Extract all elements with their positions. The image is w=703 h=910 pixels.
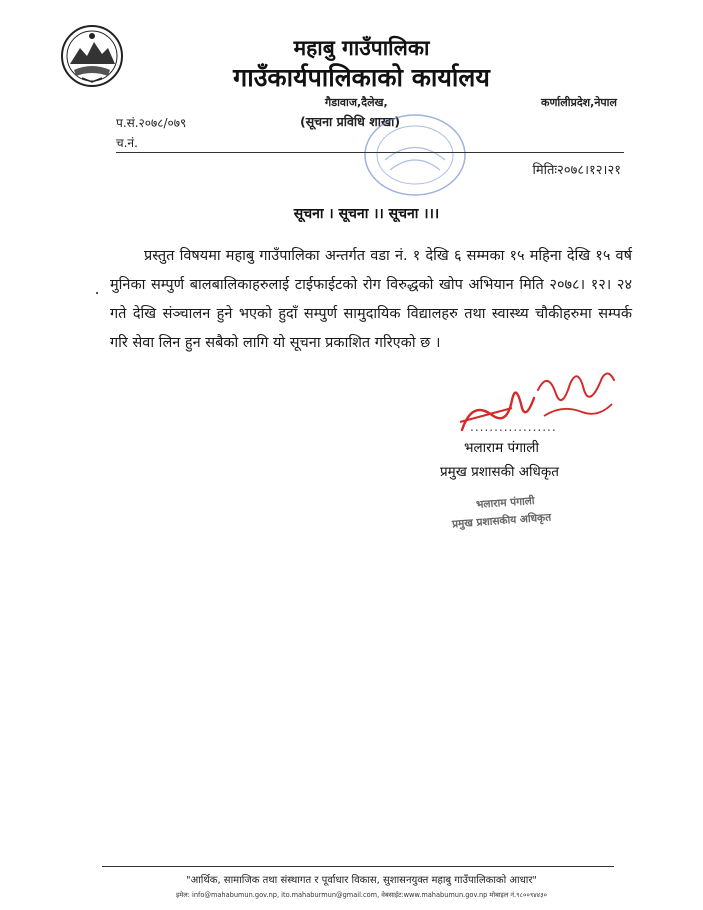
footer-contact: इमेल: info@mahabumun.gov.np, ito.mahaburmun@gmail.com, वेबसाईट:www.mahabumun.gov.np मोबाइल नं.९८००९४४३० (176, 891, 547, 899)
letter-reference-number: प.सं.२०७८/०७९ (116, 116, 187, 130)
dispatch-number: च.नं. (116, 136, 138, 150)
branch-name: (सूचना प्रविधि शाखा) (300, 114, 401, 129)
signatory-title: प्रमुख प्रशासकी अधिकृत (440, 464, 559, 480)
office-address: गैडावाज,दैलेख, (325, 96, 388, 109)
footer-motto: "आर्थिक, सामाजिक तथा संस्थागत र पूर्वाधार विकास, सुशासनयुक्त महाबु गाउँपालिकाको आधार" (185, 875, 538, 886)
signature-line: .................. (470, 420, 557, 434)
signatory-name: भलाराम पंगाली (464, 440, 539, 456)
handwritten-signature-icon (452, 360, 622, 450)
office-stamp-icon (360, 110, 470, 200)
seal-title: प्रमुख प्रशासकीय अधिकृत (451, 511, 552, 531)
scan-mark (96, 292, 98, 294)
header-divider (116, 152, 624, 153)
office-name: गाउँकार्यपालिकाको कार्यालय (233, 63, 490, 92)
seal-name: भलाराम पंगाली (475, 494, 535, 512)
notice-heading: सूचना । सूचना ।। सूचना ।।। (293, 206, 440, 222)
province-address: कर्णालीप्रदेश,नेपाल (541, 96, 617, 109)
municipality-name: महाबु गाउँपालिका (293, 35, 430, 60)
letter-date: मितिः२०७८।१२।२१ (532, 163, 621, 178)
footer-divider (102, 866, 614, 867)
notice-body: प्रस्तुत विषयमा महाबु गाउँपालिका अन्तर्गत वडा नं. १ देखि ६ सम्मका १५ महिना देखि १५ वर्ष मुनिका सम्पुर्ण बालबालिकाहरुलाई टाईफाईटको रोग विरुद्धको खोप अभियान मिति २०७८। १२। २४ गते देखि संञ्चालन हुने भएको हुदाँ सम्पुर्ण सामुदायिक विद्यालहरु तथा स्वास्थ्य चौकीहरुमा सम्पर्क गरि सेवा लिन हुन सबैको लागि यो सूचना प्रकाशित गरिएको छ । (110, 248, 632, 351)
